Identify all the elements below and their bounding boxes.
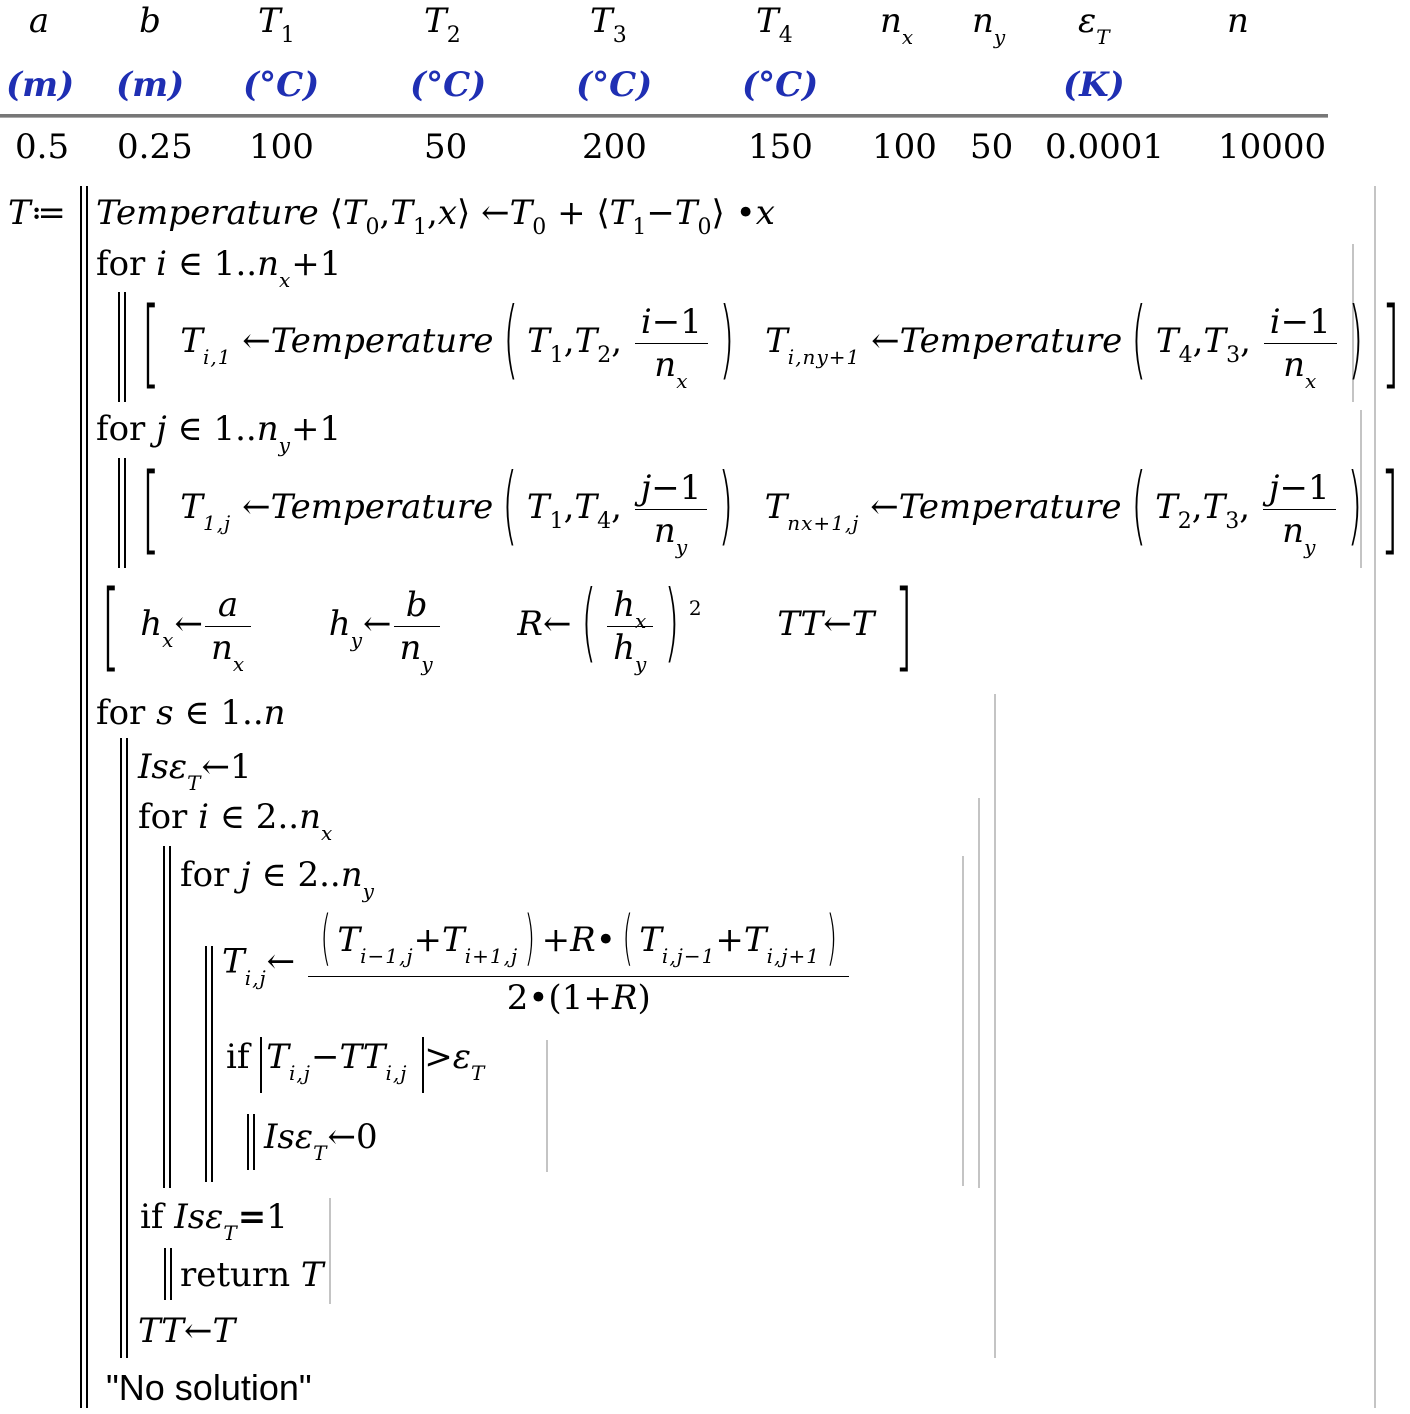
loop-bar	[170, 1248, 172, 1300]
value-T3[interactable]: 200	[582, 127, 647, 167]
flag-reset: Isε$_T$←0	[264, 1117, 378, 1165]
var-name-T3: $T_3$	[590, 1, 627, 48]
loop-bar	[126, 738, 128, 1358]
loop-bar	[124, 292, 126, 402]
for-loop-i-boundary: for i ∈ $1..n_x+1$	[96, 244, 342, 292]
program-bar-outer	[86, 186, 88, 1408]
converged-check: if Isε$_T$=1	[140, 1197, 288, 1245]
convergence-check: if $T_{i,j}-TT_{i,j} >\varepsilon_T$	[226, 1040, 485, 1074]
unit-T3: (°C)	[576, 65, 653, 105]
loop-bar	[120, 738, 122, 1358]
gauss-seidel-update: $T_{i,j}\leftarrow$ $\frac{( T_{i-1,j}+T_{i+1,j} ) +R• ( T_{i,j-1}+T_{i,j+1} )}{2•(1+R)}$	[222, 912, 851, 1015]
var-name-a: a	[28, 1, 50, 41]
loop-bar	[124, 458, 126, 568]
var-name-b: b	[139, 1, 161, 41]
value-n[interactable]: 10000	[1218, 127, 1327, 167]
loop-scope-line	[994, 694, 996, 1358]
for-loop-j-interior: for j ∈ $2..n_y$	[180, 855, 375, 903]
value-a[interactable]: 0.5	[15, 127, 70, 167]
value-T4[interactable]: 150	[748, 127, 813, 167]
var-name-epsT: $\varepsilon_T$	[1078, 1, 1111, 49]
loop-bar	[211, 946, 213, 1182]
loop-bar	[164, 1248, 166, 1300]
unit-T1: (°C)	[243, 65, 320, 105]
for-loop-i-interior: for i ∈ $2..n_x$	[138, 797, 334, 845]
var-name-T2: $T_2$	[424, 1, 461, 48]
loop-bar	[118, 292, 120, 402]
var-name-n: n	[1227, 1, 1249, 41]
var-name-T4: $T_4$	[756, 1, 793, 48]
temperature-function-def: Temperature $⟨T_0,T_1,x⟩$ $\leftarrow T_0$ + $⟨T_1-T_0⟩$ •x	[96, 193, 775, 240]
loop-bar	[163, 846, 165, 1188]
tt-update: TT←T	[138, 1311, 236, 1351]
value-b[interactable]: 0.25	[117, 127, 193, 167]
loop-bar	[205, 946, 207, 1182]
unit-T4: (°C)	[742, 65, 819, 105]
loop-scope-line	[978, 798, 980, 1188]
unit-epsT: (K)	[1063, 65, 1125, 105]
loop-bar	[247, 1114, 249, 1170]
value-epsT[interactable]: 0.0001	[1045, 127, 1164, 167]
value-T1[interactable]: 100	[249, 127, 314, 167]
loop-scope-line	[962, 856, 964, 1186]
value-T2[interactable]: 50	[424, 127, 468, 167]
value-nx[interactable]: 100	[872, 127, 937, 167]
boundary-assign-row-i: [ $T_{i,1}$ ←Temperature ( $T_1,T_2$, $\frac{i-1}{n_x}$ ) $T_{i,ny+1}$ ←Temperature ( $T_4,T_3$, $\frac{i-1}{n_x}$ ) ]	[141, 287, 1401, 399]
for-loop-s-iterations: for s ∈ 1..n	[96, 693, 286, 733]
parameter-assign-row: [ $h_x\leftarrow$ $\frac{a}{n_x}$ $h_y\leftarrow$ $\frac{b}{n_y}$ R← ( $\frac{h_x}{h_y}$ ) $^2$ TT←T ]	[101, 570, 914, 682]
unit-a: (m)	[6, 65, 75, 105]
if-scope-line	[546, 1040, 548, 1172]
unit-b: (m)	[116, 65, 185, 105]
unit-T2: (°C)	[410, 65, 487, 105]
var-name-ny: $n_y$	[972, 1, 1007, 49]
header-divider	[0, 114, 1328, 118]
boundary-assign-row-j: [ $T_{1,j}$ ←Temperature ( $T_1,T_4$, $\frac{j-1}{n_y}$ ) $T_{nx+1,j}$ ←Temperature ( $T_2,T_3$, $\frac{j-1}{n_y}$ ) ]	[141, 453, 1400, 565]
for-loop-j-boundary: for j ∈ $1..n_y+1$	[96, 409, 342, 457]
value-ny[interactable]: 50	[970, 127, 1014, 167]
if-scope-line	[329, 1198, 331, 1304]
var-name-nx: $n_x$	[880, 1, 915, 49]
program-bar-outer	[80, 186, 82, 1408]
loop-bar	[169, 846, 171, 1188]
flag-init: Isε$_T$←1	[138, 747, 252, 795]
var-name-T1: $T_1$	[258, 1, 295, 48]
no-solution-string: "No solution"	[106, 1367, 312, 1408]
loop-bar	[253, 1114, 255, 1170]
return-statement: return T	[180, 1255, 324, 1295]
program-lhs: T≔	[8, 193, 66, 233]
loop-bar	[118, 458, 120, 568]
